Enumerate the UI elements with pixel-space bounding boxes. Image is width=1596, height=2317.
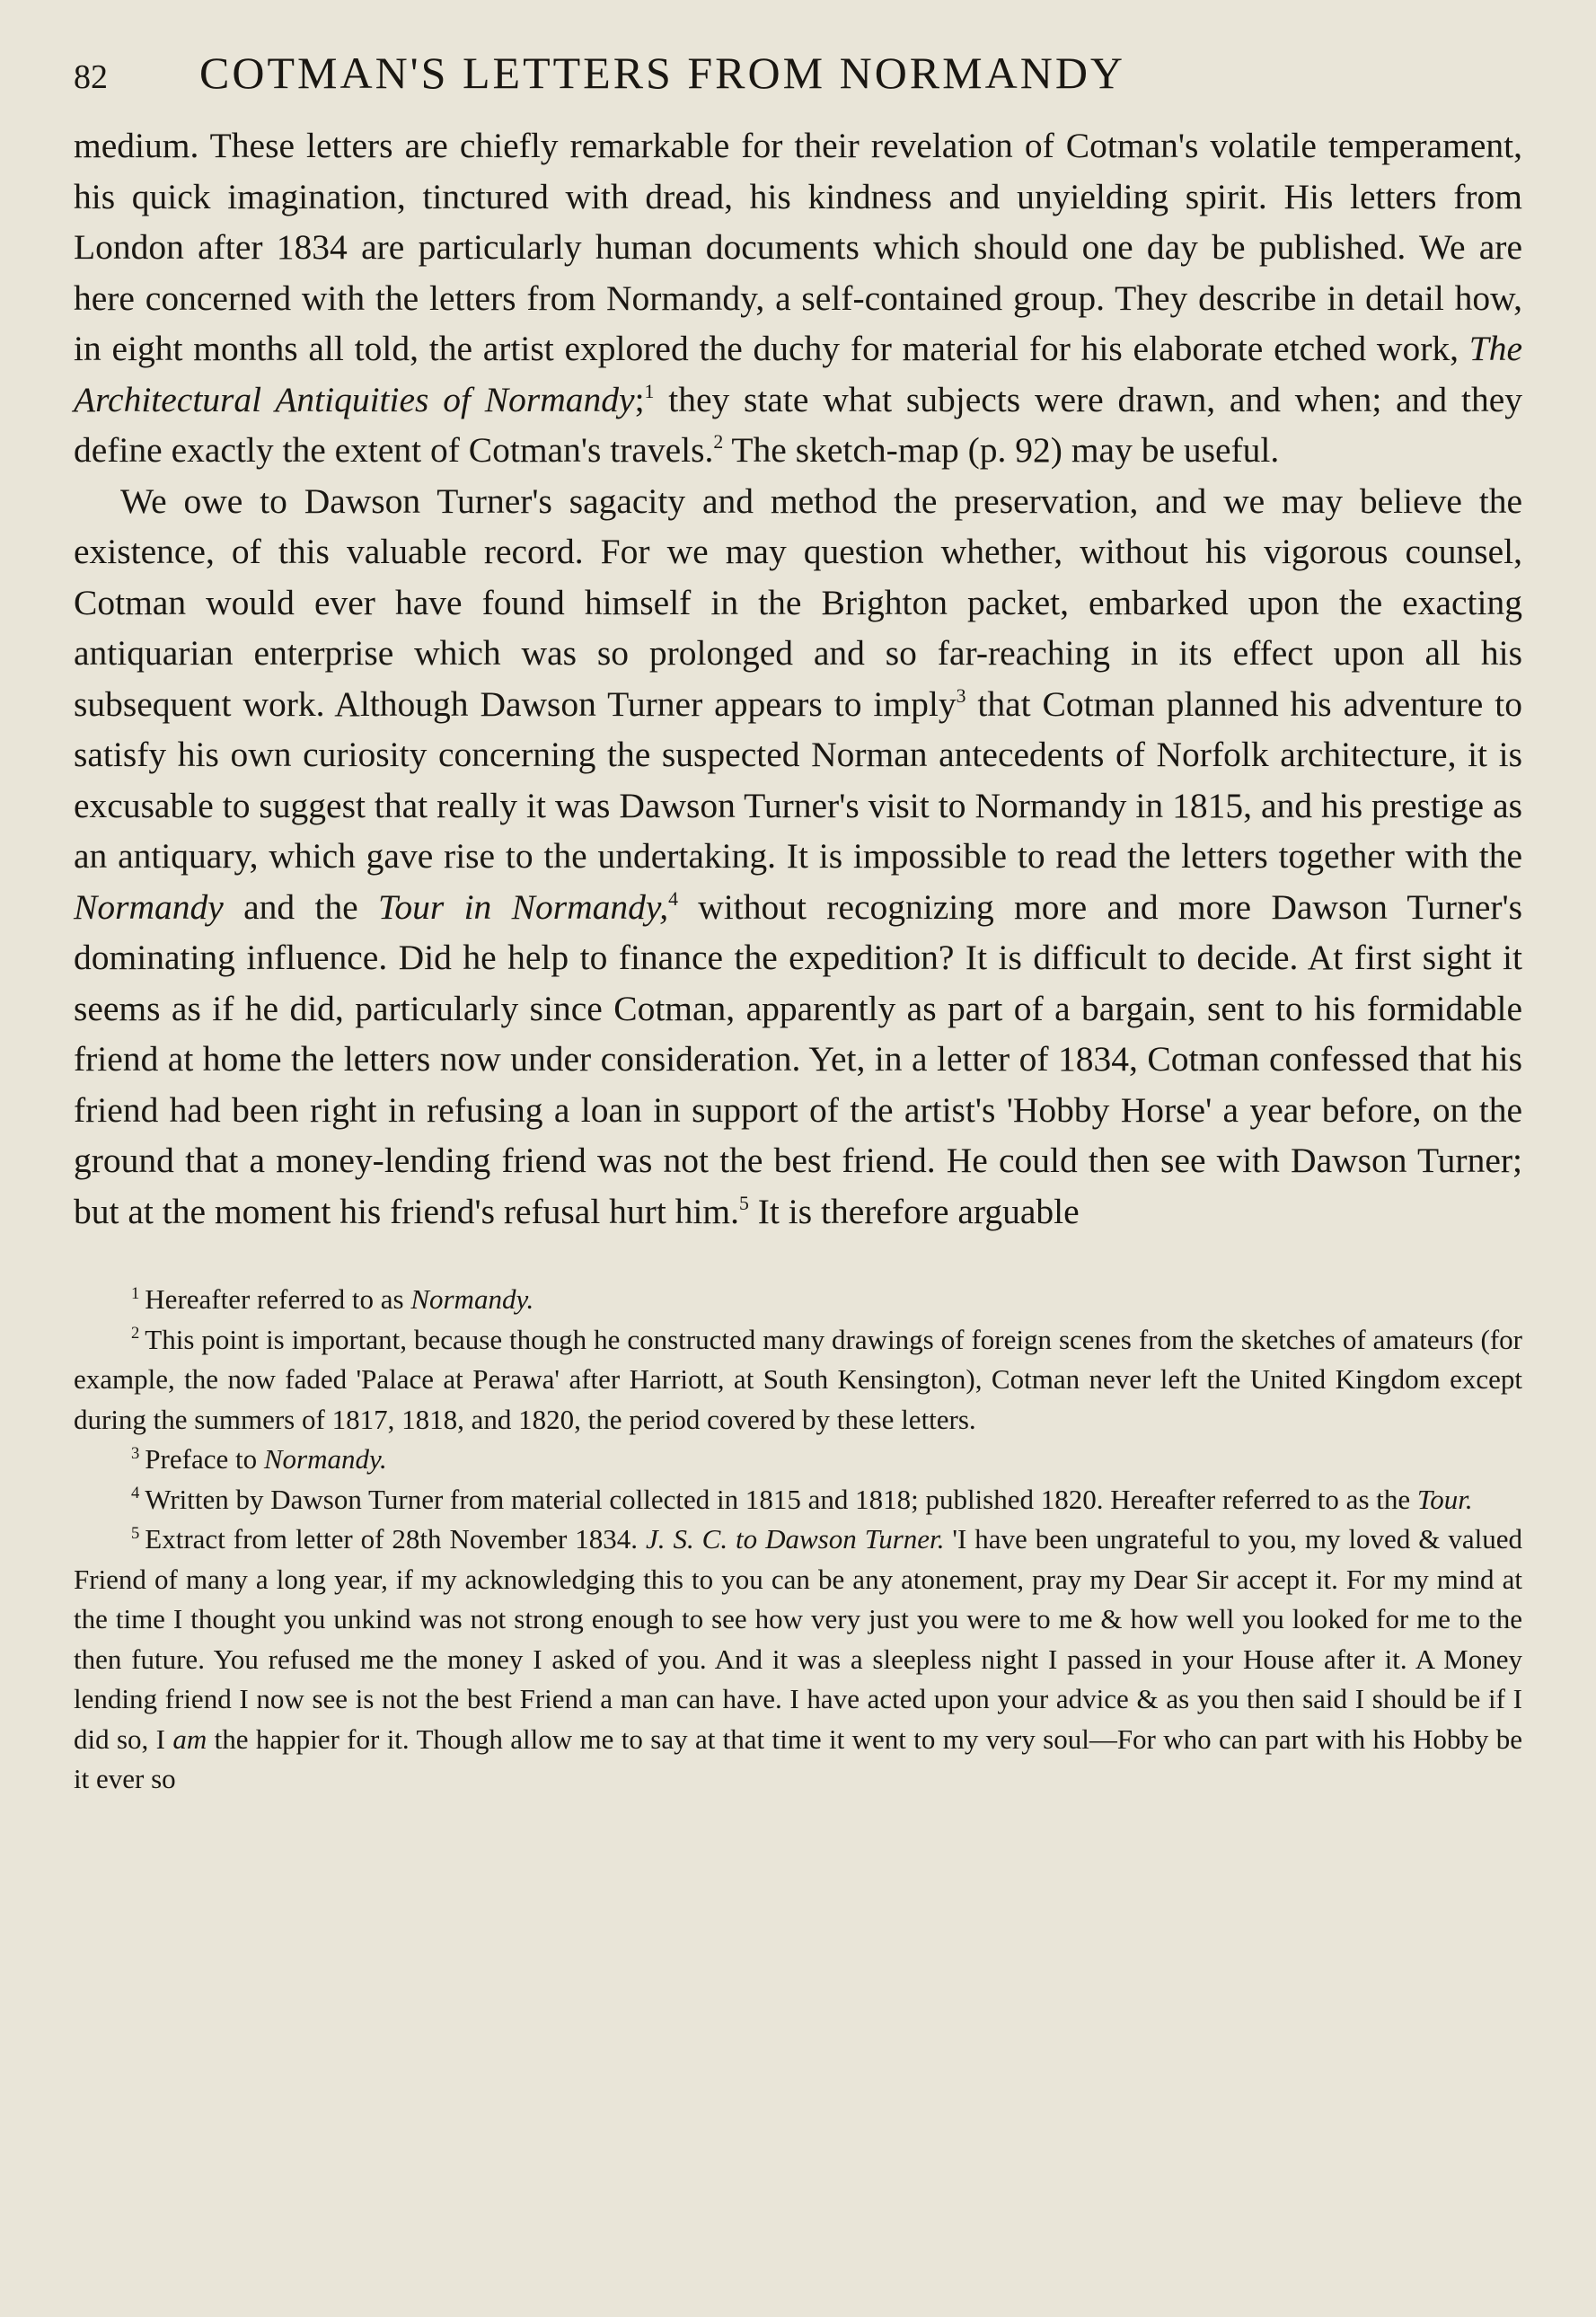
- text-run: Hereafter referred to as: [145, 1283, 411, 1315]
- text-run: It is therefore arguable: [748, 1191, 1080, 1231]
- italic-text: Tour in Normandy,: [378, 886, 669, 927]
- footnote-mark: 4: [131, 1484, 140, 1503]
- footnote-mark: 2: [131, 1324, 140, 1344]
- running-head: [74, 47, 1522, 101]
- italic-text: Normandy: [74, 886, 224, 927]
- footnote: [74, 1480, 1522, 1520]
- text-run: The sketch-map (p. 92) may be useful.: [723, 430, 1280, 470]
- text-run: they state what subjects were drawn, and when; and they define exactly the extent of Cotman's travels.: [74, 379, 1522, 470]
- text-run: medium. These letters are chiefly remarkable for their revelation of Cotman's volatile temperament, his quick imagination, tinctured with dread, his kindness and unyielding spirit. His letters from London after 1834 are particularly human documents which should one day be published. We are here concerned with the letters from Normandy, a self-contained group. They describe in detail how, in eight months all told, the artist explored the duchy for material for his elaborate etched work,: [74, 126, 1522, 368]
- footnote-reference: 4: [668, 887, 678, 910]
- italic-text: Tour.: [1416, 1483, 1473, 1515]
- italic-text: J. S. C. to Dawson Turner.: [645, 1523, 945, 1555]
- italic-text: Normandy.: [263, 1443, 387, 1475]
- text-run: We owe to Dawson Turner's sagacity and method the preservation, and we may believe the existence, of this valuable record. For we may question whether, without his vigorous counsel, Cotman would ever have found himself in the Brighton packet, embarked upon the exacting antiquarian enterprise which was so prolonged and so far-reaching in its effect upon all his subsequent work. Although Dawson Turner appears to imply: [74, 480, 1522, 724]
- text-run: Extract from letter of 28th November 1834.: [145, 1523, 646, 1555]
- footnote-reference: 5: [739, 1192, 749, 1214]
- text-run: This point is important, because though he constructed many drawings of foreign scenes from the sketches of amateurs (for example, the now faded 'Palace at Perawa' after Harriott, at South Kensington), Cotman never left the United Kingdom except during the summers of 1817, 1818, and 1820, the period covered by these letters.: [74, 1323, 1522, 1435]
- text-run: without recognizing more and more Dawson Turner's dominating influence. Did he help to finance the expedition? It is difficult to decide. At first sight it seems as if he did, particularly since Cotman, apparently as part of a bargain, sent to his formidable friend at home the letters now under consideration. Yet, in a letter of 1834, Cotman confessed that his friend had been right in refusing a loan in support of the artist's 'Hobby Horse' a year before, on the ground that a money-lending friend was not the best friend. He could then see with Dawson Turner; but at the moment his friend's refusal hurt him.: [74, 886, 1522, 1231]
- footnote-reference: 2: [713, 430, 724, 453]
- page-number: 82: [74, 58, 108, 96]
- text-run: 'I have been ungrateful to you, my loved & valued Friend of many a long year, if my acknowledging this to you can be any atonement, pray my Dear Sir accept it. For my mind at the time I thought you unkind was not strong enough to see how very just you were to me & how well you looked for me to the then future. You refused me the money I asked of you. And it was a sleepless night I passed in your House after it. A Money lending friend I now see is not the best Friend a man can have. I have acted upon your advice & as you then said I should be if I did so, I: [74, 1523, 1522, 1755]
- footnote-mark: 1: [131, 1283, 140, 1303]
- paragraph: [74, 120, 1522, 476]
- text-run: ;: [634, 379, 645, 419]
- footnote: [74, 1280, 1522, 1320]
- footnote: [74, 1440, 1522, 1480]
- italic-text: The Architectural Antiquities of Normandy: [74, 329, 1522, 419]
- italic-text: am: [172, 1722, 207, 1755]
- paragraph: [74, 476, 1522, 1238]
- footnote-reference: 1: [644, 380, 655, 402]
- text-run: the happier for it. Though allow me to say at that time it went to my very soul—For who can part with his Hobby be it ever so: [74, 1722, 1523, 1794]
- text-run: Written by Dawson Turner from material collected in 1815 and 1818; published 1820. Hereafter referred to as the: [145, 1483, 1417, 1515]
- footnote: [74, 1520, 1522, 1800]
- footnote-reference: 3: [956, 684, 966, 707]
- footnote-mark: 3: [131, 1443, 140, 1463]
- footnote-mark: 5: [131, 1523, 140, 1543]
- italic-text: Normandy.: [410, 1283, 534, 1315]
- running-title: COTMAN'S LETTERS FROM NORMANDY: [199, 48, 1126, 98]
- body-text: [74, 120, 1522, 1237]
- text-run: and the: [223, 886, 379, 927]
- text-run: that Cotman planned his adventure to satisfy his own curiosity concerning the suspected Norman antecedents of Norfolk architecture, it is excusable to suggest that really it was Dawson Turner's visit to Normandy in 1815, and his prestige as an antiquary, which gave rise to the undertaking. It is impossible to read the letters together with the: [74, 683, 1522, 876]
- footnotes: [74, 1280, 1522, 1800]
- text-run: Preface to: [145, 1443, 264, 1475]
- footnote: [74, 1320, 1522, 1440]
